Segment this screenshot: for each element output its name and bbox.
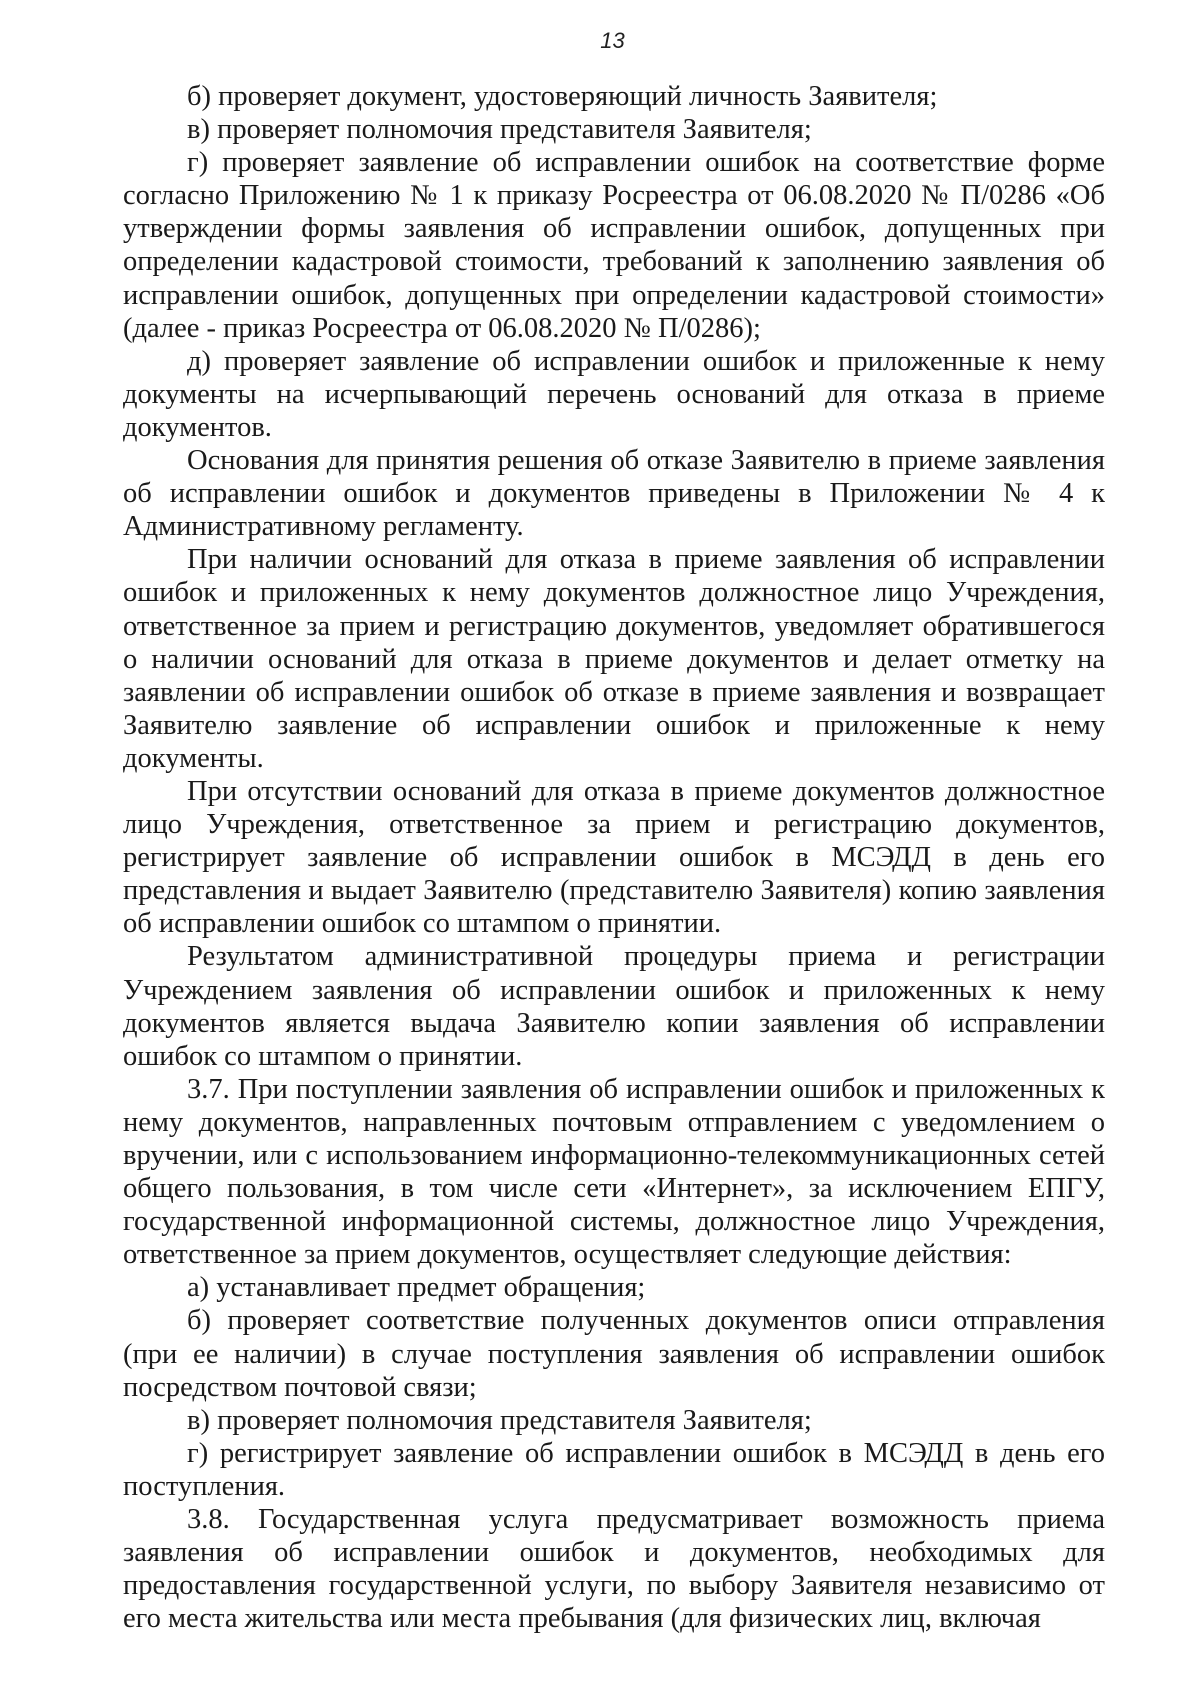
paragraph-item-a-subject: а) устанавливает предмет обращения; xyxy=(187,1272,646,1304)
paragraph-item-v-authority: в) проверяет полномочия представителя Заявителя; xyxy=(187,114,812,146)
document-body xyxy=(123,80,1105,1635)
paragraph-item-g-form-check: г) проверяет заявление об исправлении ошибок на соответствие форме согласно Приложению № 1 к приказу Росреестра от 06.08.2020 № П/0286 «Об утверждении формы заявления об исправлении ошибок, допущенных при определении кадастровой стоимости, требований к заполнению заявления об исправлении ошибок, допущенных при определении кадастровой стоимости» (далее - приказ Росреестра от 06.08.2020 № П/0286); xyxy=(123,147,1105,344)
paragraph-refusal-procedure: При наличии оснований для отказа в приеме заявления об исправлении ошибок и приложенных к нему документов должностное лицо Учреждения, ответственное за прием и регистрацию документов, уведомляет обратившегося о наличии оснований для отказа в приеме документов и делает отметку на заявлении об исправлении ошибок об отказе в приеме заявления и возвращает Заявителю заявление об исправлении ошибок и приложенные к нему документы. xyxy=(123,544,1105,774)
paragraph-item-v-authority-2: в) проверяет полномочия представителя Заявителя; xyxy=(187,1404,812,1436)
paragraph-item-b-inventory: б) проверяет соответствие полученных документов описи отправления (при ее наличии) в случае поступления заявления об исправлении ошибок посредством почтовой связи; xyxy=(123,1305,1105,1403)
page-number: 13 xyxy=(600,28,625,53)
paragraph-item-b-identity: б) проверяет документ, удостоверяющий личность Заявителя; xyxy=(187,81,938,112)
paragraph-procedure-result: Результатом административной процедуры приема и регистрации Учреждением заявления об исправлении ошибок и приложенных к нему документов является выдача Заявителю копии заявления об исправлении ошибок со штампом о принятии. xyxy=(123,941,1105,1072)
paragraph-refusal-grounds: Основания для принятия решения об отказе Заявителю в приеме заявления об исправлении ошибок и документов приведены в Приложении № 4 к Административному регламенту. xyxy=(123,445,1105,543)
paragraph-item-d-documents-check: д) проверяет заявление об исправлении ошибок и приложенные к нему документы на исчерпывающий перечень оснований для отказа в приеме документов. xyxy=(123,345,1105,443)
paragraph-section-3-8: 3.8. Государственная услуга предусматривает возможность приема заявления об исправлении ошибок и документов, необходимых для предоставления государственной услуги, по выбору Заявителя независимо от его места жительства или места пребывания (для физических лиц, включая xyxy=(123,1504,1105,1635)
paragraph-section-3-7: 3.7. При поступлении заявления об исправлении ошибок и приложенных к нему документов, направленных почтовым отправлением с уведомлением о вручении, или с использованием информационно-телекоммуникационных сетей общего пользования, в том числе сети «Интернет», за исключением ЕПГУ, государственной информационной системы, должностное лицо Учреждения, ответственное за прием документов, осуществляет следующие действия: xyxy=(123,1073,1105,1271)
paragraph-item-g-register: г) регистрирует заявление об исправлении ошибок в МСЭДД в день его поступления. xyxy=(123,1437,1105,1502)
paragraph-registration: При отсутствии оснований для отказа в приеме документов должностное лицо Учреждения, ответственное за прием и регистрацию документов, регистрирует заявление об исправлении ошибок в МСЭДД в день его представления и выдает Заявителю (представителю Заявителя) копию заявления об исправлении ошибок со штампом о принятии. xyxy=(123,775,1105,940)
